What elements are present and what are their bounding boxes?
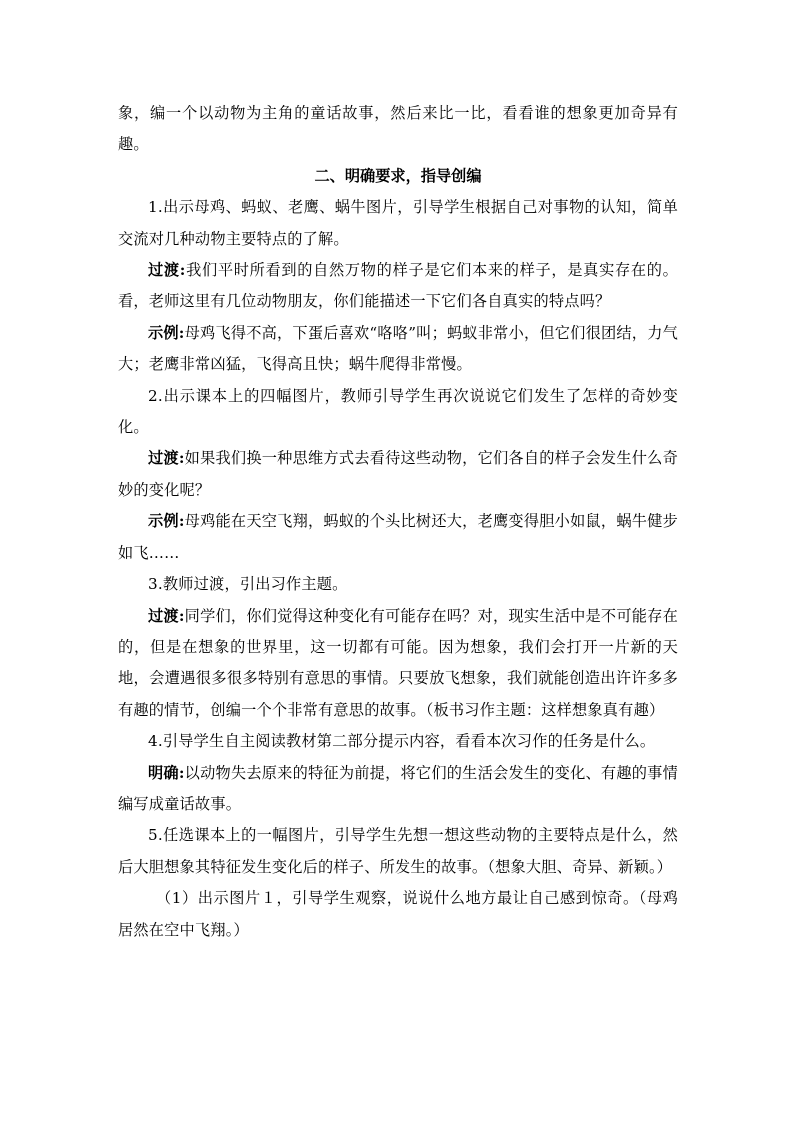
sub-step-1-paragraph — [118, 883, 678, 946]
paragraph-text: （1）出示图片１，引导学生观察，说说什么地方最让自己感到惊奇。（母鸡居然在空中飞翔。） — [118, 889, 678, 939]
clarify-paragraph — [118, 758, 678, 821]
paragraph-text: 母鸡能在天空飞翔，蚂蚁的个头比树还大，老鹰变得胆小如鼠，蜗牛健步如飞…… — [118, 512, 678, 562]
paragraph-text: 1.出示母鸡、蚂蚁、老鹰、蜗牛图片，引导学生根据自己对事物的认知，简单交流对几种动物主要特点的了解。 — [118, 198, 678, 248]
example-label: 示例: — [148, 512, 185, 531]
example-label: 示例: — [148, 323, 185, 342]
transition-paragraph — [118, 601, 678, 727]
transition-label: 过渡: — [148, 449, 185, 468]
example-paragraph — [118, 506, 678, 569]
step-5-paragraph — [118, 820, 678, 883]
section-heading: 二、明确要求，指导创编 — [314, 166, 482, 185]
transition-paragraph — [118, 255, 678, 318]
paragraph-text: 象，编一个以动物为主角的童话故事，然后来比一比，看看谁的想象更加奇异有趣。 — [118, 104, 678, 154]
step-2-paragraph — [118, 381, 678, 444]
transition-label: 过渡: — [148, 606, 185, 625]
step-4-paragraph — [118, 726, 678, 757]
document-page — [118, 98, 678, 946]
intro-paragraph — [118, 98, 678, 161]
transition-label: 过渡: — [148, 261, 186, 280]
step-1-paragraph — [118, 192, 678, 255]
clarify-label: 明确: — [148, 763, 185, 782]
paragraph-text: 我们平时所看到的自然万物的样子是它们本来的样子，是真实存在的。看，老师这里有几位动物朋友，你们能描述一下它们各自真实的特点吗？ — [118, 261, 678, 311]
paragraph-text: 同学们，你们觉得这种变化有可能存在吗？对，现实生活中是不可能存在的，但是在想象的世界里，这一切都有可能。因为想象，我们会打开一片新的天地，会遭遇很多很多特别有意思的事情。只要放飞想象，我们就能创造出许许多多有趣的情节，创编一个个非常有意思的故事。（板书习作主题：这样想象真有趣） — [118, 606, 678, 719]
transition-paragraph — [118, 443, 678, 506]
paragraph-text: 5.任选课本上的一幅图片，引导学生先想一想这些动物的主要特点是什么，然后大胆想象其特征发生变化后的样子、所发生的故事。（想象大胆、奇异、新颖。） — [118, 826, 678, 876]
paragraph-text: 2.出示课本上的四幅图片，教师引导学生再次说说它们发生了怎样的奇妙变化。 — [118, 386, 678, 437]
paragraph-text: 如果我们换一种思维方式去看待这些动物，它们各自的样子会发生什么奇妙的变化呢？ — [118, 449, 678, 499]
paragraph-text: 3.教师过渡，引出习作主题。 — [148, 575, 348, 594]
paragraph-text: 以动物失去原来的特征为前提，将它们的生活会发生的变化、有趣的事情编写成童话故事。 — [118, 763, 678, 813]
example-paragraph — [118, 318, 678, 381]
step-3-paragraph — [118, 569, 678, 600]
paragraph-text: 母鸡飞得不高，下蛋后喜欢“咯咯”叫；蚂蚁非常小，但它们很团结，力气大；老鹰非常凶猛，飞得高且快；蜗牛爬得非常慢。 — [118, 323, 678, 374]
paragraph-text: 4.引导学生自主阅读教材第二部分提示内容，看看本次习作的任务是什么。 — [148, 732, 656, 751]
